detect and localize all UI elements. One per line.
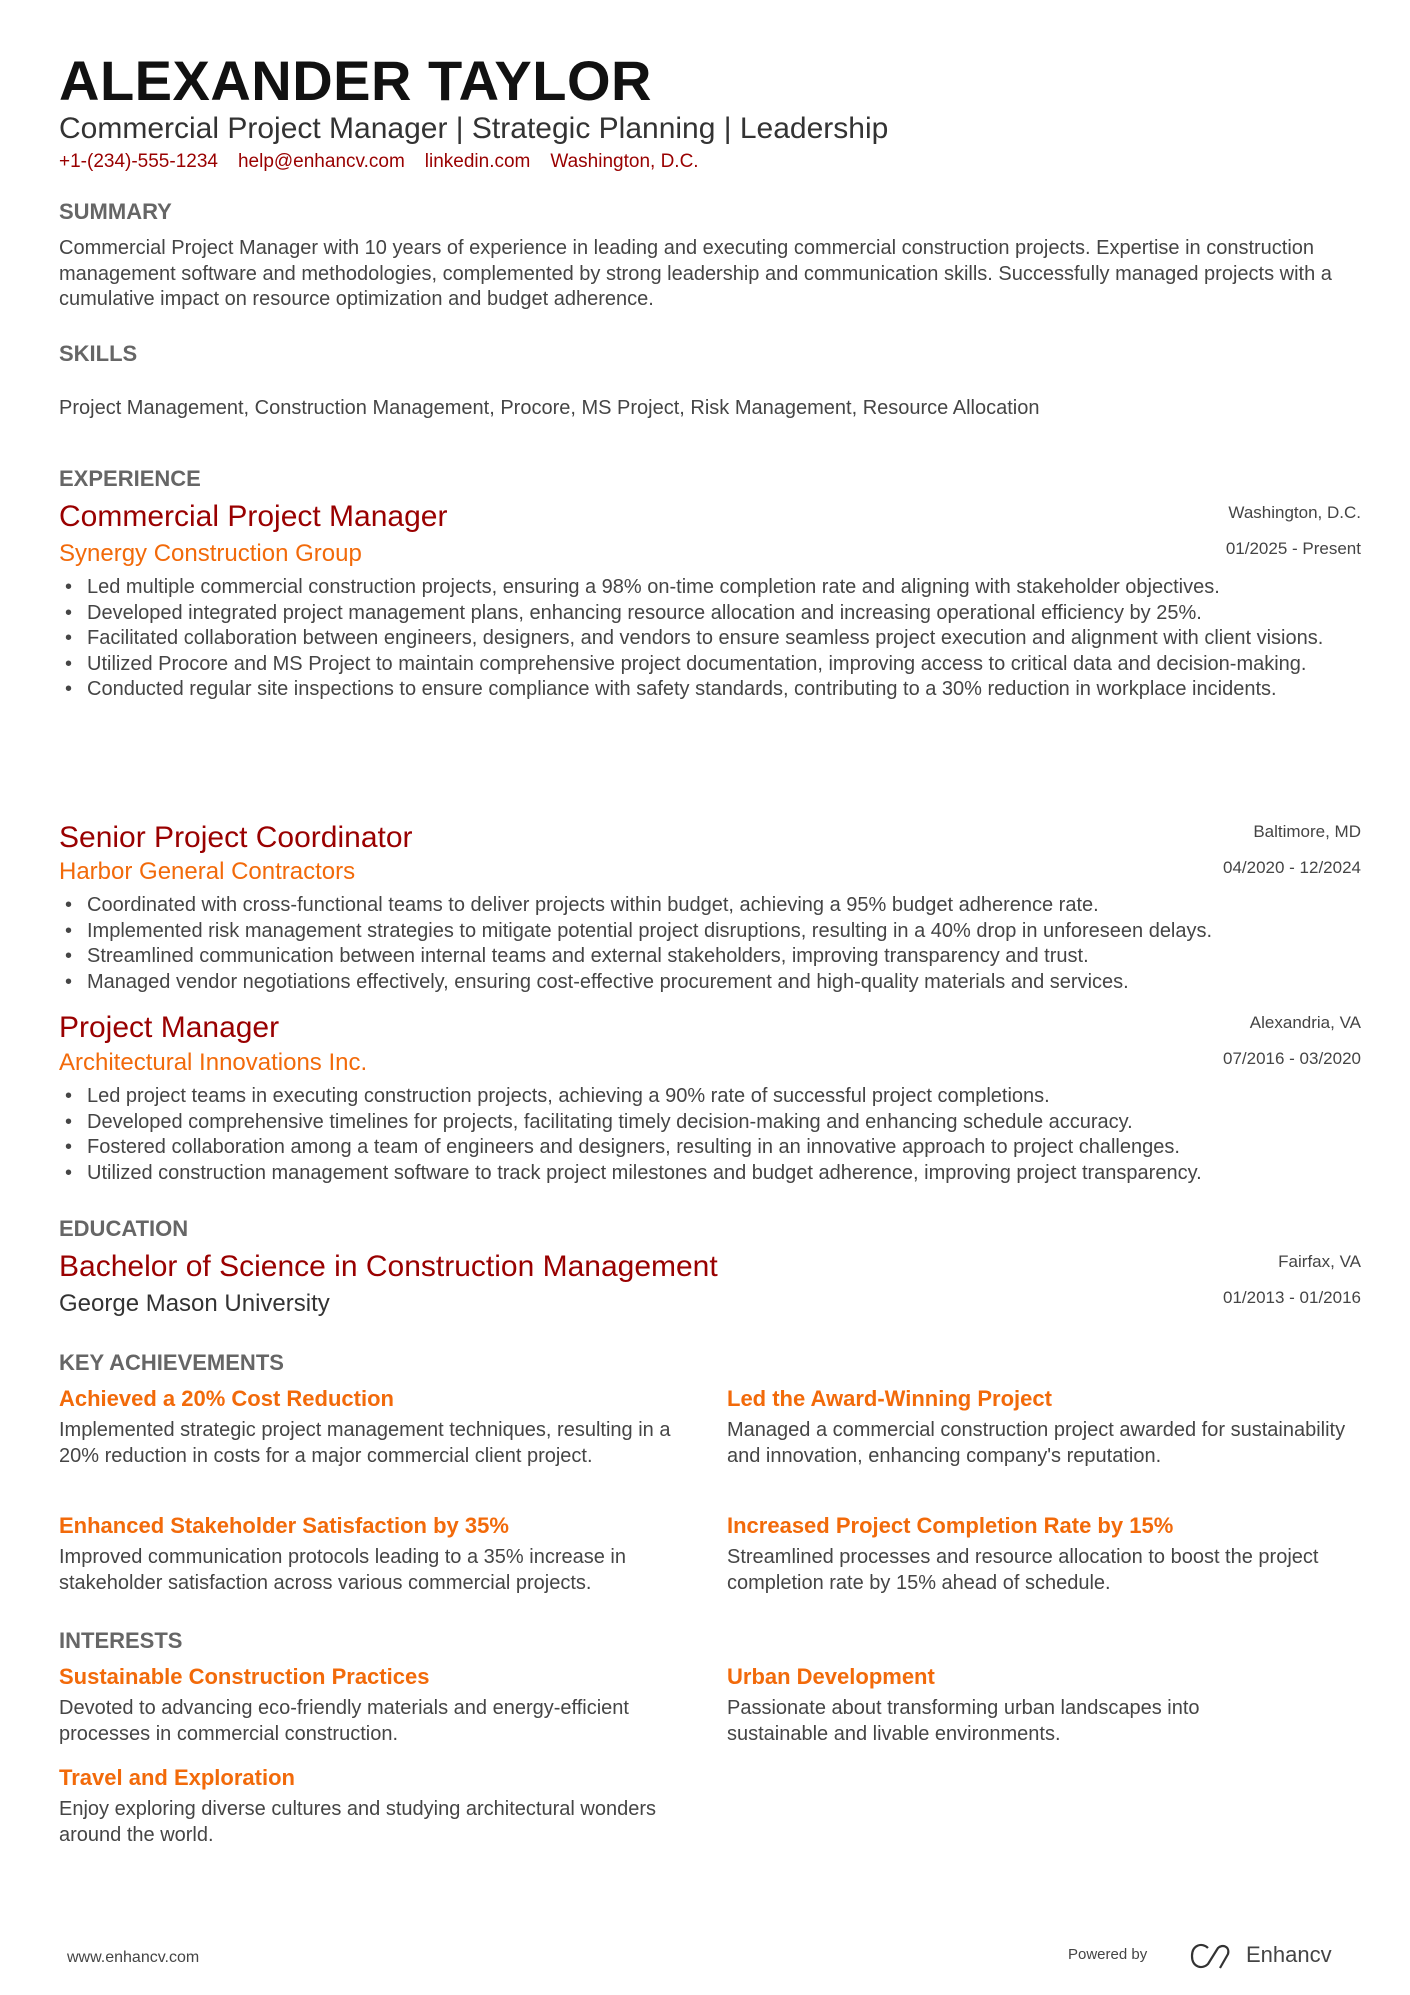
list-item: • Led project teams in executing construction projects, achieving a 90% rate of successful project completions. bbox=[59, 1084, 1361, 1110]
interest-item bbox=[727, 1664, 1287, 1747]
job-location: Baltimore, MD bbox=[1253, 822, 1361, 841]
achievements-heading: KEY ACHIEVEMENTS bbox=[59, 1350, 284, 1375]
job-title: Commercial Project Manager bbox=[59, 500, 448, 533]
job-location: Alexandria, VA bbox=[1249, 1013, 1361, 1032]
skills-text: Project Management, Construction Management, Procore, MS Project, Risk Management, Resource Allocation bbox=[59, 397, 1040, 419]
achievement-text: Improved communication protocols leading to a 35% increase in stakeholder satisfaction across various commercial projects. bbox=[59, 1546, 626, 1594]
education-location: Fairfax, VA bbox=[1278, 1252, 1361, 1271]
job-title: Project Manager bbox=[59, 1011, 280, 1044]
list-item: • Streamlined communication between internal teams and external stakeholders, improving transparency and trust. bbox=[59, 944, 1361, 970]
list-item: • Utilized construction management software to track project milestones and budget adherence, improving project transparency. bbox=[59, 1161, 1361, 1187]
achievement-item bbox=[727, 1513, 1367, 1596]
list-item: • Coordinated with cross-functional teams to deliver projects within budget, achieving a 95% budget adherence rate. bbox=[59, 893, 1361, 919]
job-dates: 01/2025 - Present bbox=[1225, 539, 1361, 558]
job-bullets bbox=[59, 1084, 1361, 1186]
experience-heading: EXPERIENCE bbox=[59, 466, 201, 491]
skills-heading: SKILLS bbox=[59, 341, 138, 366]
company-name: Harbor General Contractors bbox=[59, 858, 356, 885]
achievement-item bbox=[59, 1513, 689, 1596]
achievement-title: Enhanced Stakeholder Satisfaction by 35% bbox=[59, 1513, 509, 1538]
achievement-title: Achieved a 20% Cost Reduction bbox=[59, 1386, 394, 1411]
achievement-title: Increased Project Completion Rate by 15% bbox=[727, 1513, 1174, 1538]
interest-text: Devoted to advancing eco-friendly materials and energy-efficient processes in commercial construction. bbox=[59, 1697, 629, 1745]
powered-by: Powered by bbox=[1068, 1946, 1148, 1963]
phone[interactable]: +1-(234)-555-1234 bbox=[59, 151, 218, 172]
list-item: • Developed comprehensive timelines for projects, facilitating timely decision-making and enhancing schedule accuracy. bbox=[59, 1110, 1361, 1136]
job-dates: 07/2016 - 03/2020 bbox=[1222, 1049, 1361, 1068]
list-item: • Implemented risk management strategies to mitigate potential project disruptions, resulting in a 40% drop in unforeseen delays. bbox=[59, 919, 1361, 945]
job-location: Washington, D.C. bbox=[1228, 503, 1361, 522]
company-name: Synergy Construction Group bbox=[59, 540, 362, 567]
interest-item bbox=[59, 1765, 659, 1848]
achievement-title: Led the Award-Winning Project bbox=[727, 1386, 1052, 1411]
email-link[interactable]: help@enhancv.com bbox=[237, 151, 405, 172]
interest-title: Urban Development bbox=[727, 1664, 935, 1689]
linkedin-link[interactable]: linkedin.com bbox=[424, 151, 531, 172]
headline: Commercial Project Manager | Strategic Planning | Leadership bbox=[59, 112, 889, 145]
interest-text: Enjoy exploring diverse cultures and studying architectural wonders around the world. bbox=[59, 1798, 656, 1846]
list-item: • Led multiple commercial construction projects, ensuring a 98% on-time completion rate and aligning with stakeholder objectives. bbox=[59, 575, 1361, 601]
company-name: Architectural Innovations Inc. bbox=[59, 1049, 368, 1076]
location: Washington, D.C. bbox=[550, 151, 699, 172]
list-item: • Developed integrated project management plans, enhancing resource allocation and increasing operational efficiency by 25%. bbox=[59, 601, 1361, 627]
interest-text: Passionate about transforming urban landscapes into sustainable and livable environments. bbox=[727, 1697, 1200, 1745]
job-bullets bbox=[59, 575, 1361, 703]
achievement-text: Implemented strategic project management techniques, resulting in a 20% reduction in costs for a major commercial client project. bbox=[59, 1419, 671, 1467]
job-dates: 04/2020 - 12/2024 bbox=[1222, 858, 1361, 877]
job-title: Senior Project Coordinator bbox=[59, 821, 413, 854]
list-item: • Fostered collaboration among a team of engineers and designers, resulting in an innovative approach to project challenges. bbox=[59, 1135, 1361, 1161]
enhancv-brand[interactable]: Enhancv bbox=[1246, 1942, 1332, 1967]
achievement-item bbox=[59, 1386, 689, 1469]
interest-item bbox=[59, 1664, 659, 1747]
education-dates: 01/2013 - 01/2016 bbox=[1222, 1288, 1361, 1307]
list-item: • Managed vendor negotiations effectively, ensuring cost-effective procurement and high-quality materials and services. bbox=[59, 970, 1361, 996]
contact-info bbox=[59, 151, 699, 173]
list-item: • Conducted regular site inspections to ensure compliance with safety standards, contributing to a 30% reduction in workplace incidents. bbox=[59, 677, 1361, 703]
interests-heading: INTERESTS bbox=[59, 1628, 183, 1653]
achievement-text: Managed a commercial construction project awarded for sustainability and innovation, enhancing company's reputation. bbox=[727, 1419, 1346, 1467]
interest-title: Sustainable Construction Practices bbox=[59, 1664, 430, 1689]
job-bullets bbox=[59, 893, 1361, 995]
summary-heading: SUMMARY bbox=[59, 199, 172, 224]
degree: Bachelor of Science in Construction Management bbox=[59, 1250, 718, 1283]
education-heading: EDUCATION bbox=[59, 1216, 189, 1241]
candidate-name: ALEXANDER TAYLOR bbox=[59, 49, 652, 112]
achievement-text: Streamlined processes and resource allocation to boost the project completion rate by 15% ahead of schedule. bbox=[727, 1546, 1319, 1594]
list-item: • Utilized Procore and MS Project to maintain comprehensive project documentation, improving access to critical data and decision-making. bbox=[59, 652, 1361, 678]
footer-website[interactable]: www.enhancv.com bbox=[67, 1949, 200, 1966]
school-name: George Mason University bbox=[59, 1290, 330, 1317]
interest-title: Travel and Exploration bbox=[59, 1765, 295, 1790]
enhancv-logo-icon bbox=[1188, 1942, 1234, 1970]
summary-text: Commercial Project Manager with 10 years of experience in leading and executing commercial construction projects. Expertise in construction management software and methodologies, complemented by strong leadership and communication skills. Successfully managed projects with a cumulative impact on resource optimization and budget adherence. bbox=[59, 237, 1332, 311]
list-item: • Facilitated collaboration between engineers, designers, and vendors to ensure seamless project execution and alignment with client visions. bbox=[59, 626, 1361, 652]
achievement-item bbox=[727, 1386, 1367, 1469]
